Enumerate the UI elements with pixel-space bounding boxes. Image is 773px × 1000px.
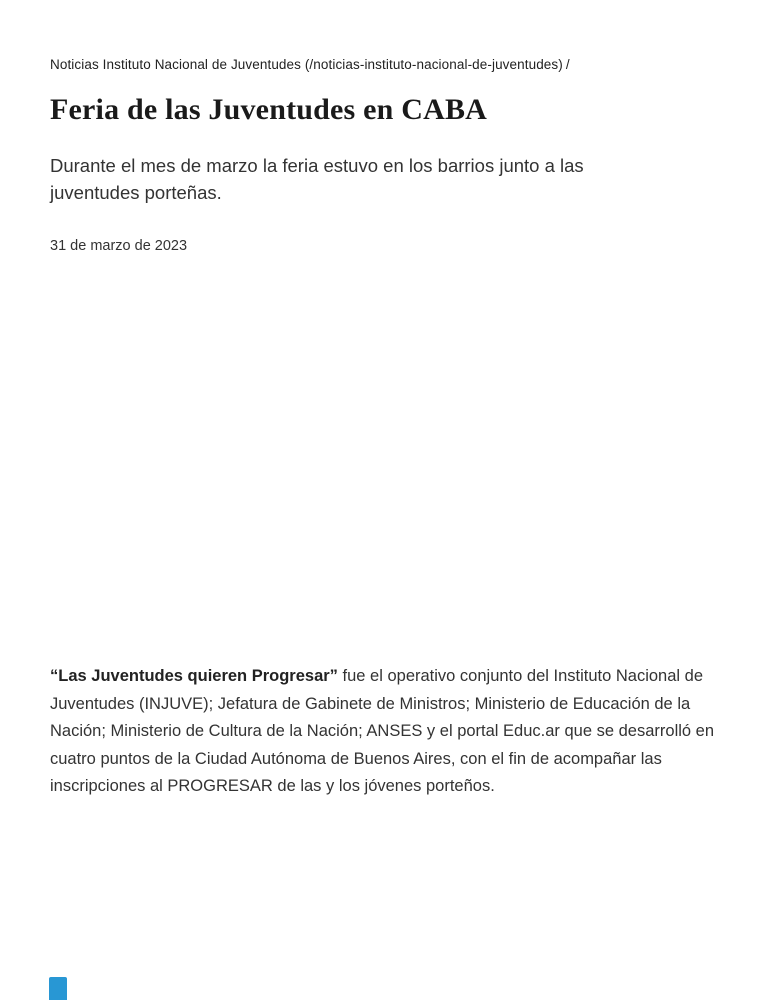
share-icon-partial[interactable] (49, 977, 67, 1000)
article-image-placeholder (50, 255, 722, 653)
article-body-text: fue el operativo conjunto del Instituto Nacional de Juventudes (INJUVE); Jefatura de Gabinete de Ministros; Ministerio de Educación de la Nación; Ministerio de Cultura de la Nación; ANSES y el portal Educ.ar que se desarrolló en cuatro puntos de la Ciudad Autónoma de Buenos Aires, con el fin de acompañar las inscripciones al PROGRESAR de las y los jóvenes porteños. (50, 667, 715, 795)
page-title: Feria de las Juventudes en CABA (50, 93, 488, 126)
article-date: 31 de marzo de 2023 (50, 238, 188, 254)
article-body (50, 663, 722, 801)
breadcrumb (50, 56, 723, 73)
article-body-bold-lead: “Las Juventudes quieren Progresar” (50, 667, 338, 685)
breadcrumb-link[interactable]: Noticias Instituto Nacional de Juventudes (/noticias-instituto-nacional-de-juventudes) (50, 57, 563, 72)
article-lede: Durante el mes de marzo la feria estuvo en los barrios junto a las juventudes porteñas. (50, 155, 584, 203)
breadcrumb-separator: / (565, 57, 570, 72)
